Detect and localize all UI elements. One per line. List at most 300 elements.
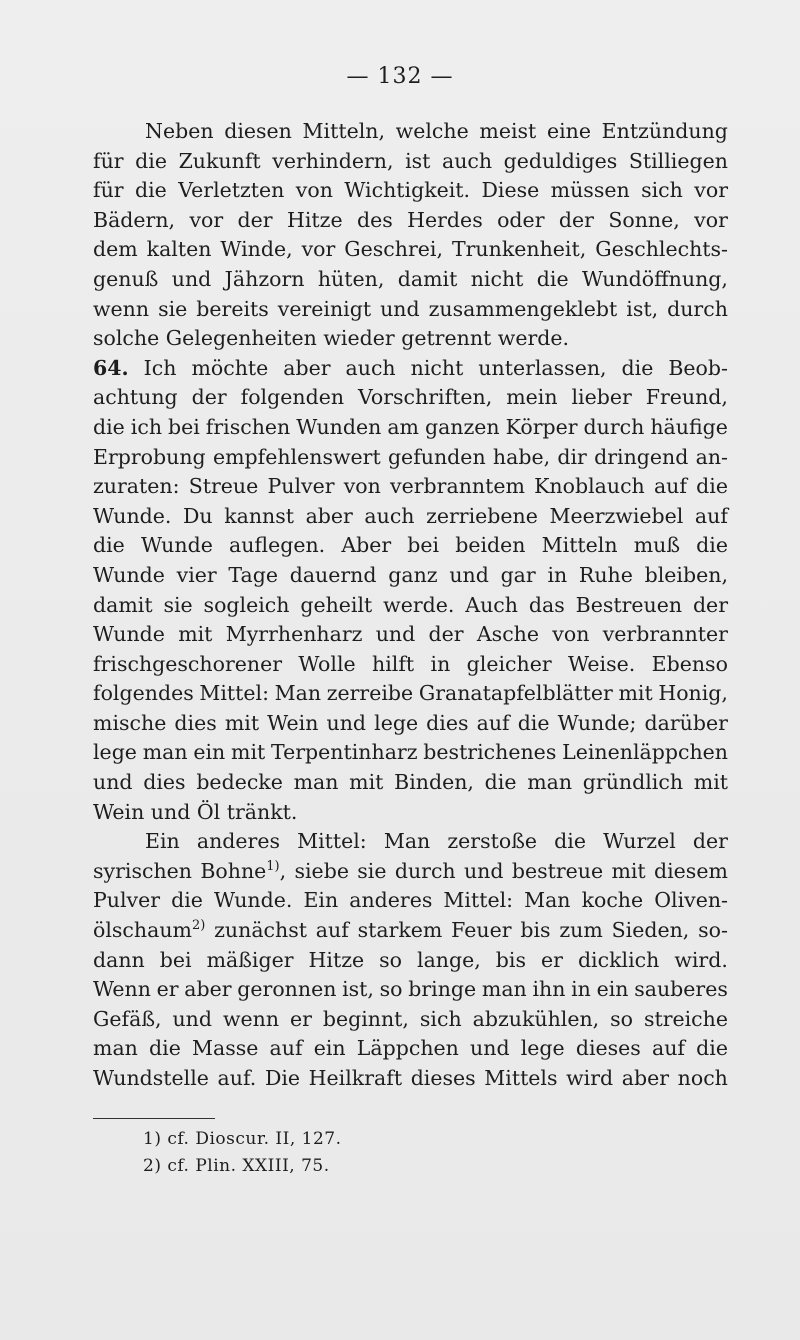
- word: frischgeschorener: [93, 651, 283, 676]
- word: der: [237, 207, 273, 232]
- word: Bestreuen: [575, 592, 683, 617]
- word: Mittels: [484, 1066, 558, 1090]
- word: Bädern,: [93, 207, 176, 232]
- word: Heilkraft: [308, 1066, 403, 1090]
- text-line: [93, 295, 728, 325]
- word: die: [93, 414, 125, 439]
- text-line: [93, 265, 728, 295]
- word: vor: [694, 178, 728, 203]
- word: auf: [653, 474, 687, 499]
- word: Körper: [505, 414, 578, 439]
- word: Winde,: [220, 237, 293, 262]
- word: Leinenläppchen: [562, 740, 728, 765]
- text-line: [93, 1064, 728, 1094]
- text-line: [93, 738, 728, 768]
- word: von: [295, 178, 333, 203]
- word: ganz: [388, 562, 438, 587]
- word: und: [380, 296, 420, 321]
- word: auch: [364, 503, 415, 528]
- word: auflegen.: [228, 533, 326, 558]
- word: so: [379, 947, 403, 972]
- word: Ebenso: [651, 651, 728, 676]
- word: Wenn: [93, 977, 151, 1002]
- word: siebe: [294, 858, 349, 883]
- word: Ruhe: [578, 562, 633, 587]
- word: zerstoße: [447, 829, 538, 854]
- word: Pulver: [267, 474, 335, 499]
- word: lege: [374, 710, 419, 735]
- text-line: [93, 561, 728, 591]
- word: Sieden,: [611, 918, 690, 943]
- word: Mittel:: [199, 681, 269, 706]
- word: koche: [581, 888, 644, 913]
- word: auf: [651, 1036, 685, 1061]
- word: möchte: [191, 355, 269, 380]
- word: mit: [611, 858, 646, 883]
- word: Herdes: [407, 207, 483, 232]
- word: man: [93, 1036, 138, 1061]
- word: kalten: [146, 237, 212, 262]
- text-line-section-start: [93, 354, 728, 384]
- word: noch: [677, 1066, 728, 1090]
- word: müssen: [550, 178, 630, 203]
- word: dem: [93, 237, 138, 262]
- word: wird.: [674, 947, 728, 972]
- word: und: [470, 1036, 510, 1061]
- word: verbranntem: [390, 474, 525, 499]
- word: auf: [315, 918, 349, 943]
- word: Wunde.: [93, 503, 172, 528]
- word: bedecke: [196, 770, 283, 795]
- word: lange,: [417, 947, 481, 972]
- word: starkem: [357, 918, 443, 943]
- word: man: [481, 977, 527, 1002]
- word: Myrrhenharz: [225, 622, 363, 647]
- word: mit: [231, 740, 266, 765]
- word: bei: [159, 947, 192, 972]
- word: Stilliegen: [628, 148, 728, 173]
- word: Asche: [476, 622, 540, 647]
- word: darüber: [644, 710, 728, 735]
- word: ihn: [532, 977, 566, 1002]
- word: ein: [193, 740, 226, 765]
- text-line: [93, 827, 728, 857]
- word: von: [552, 622, 590, 647]
- text-line: [93, 413, 728, 443]
- word: die: [93, 533, 125, 558]
- text-line: [93, 383, 728, 413]
- word: man: [527, 770, 573, 795]
- word: mit: [618, 681, 653, 706]
- word: der: [191, 385, 227, 410]
- text-line: [93, 946, 728, 976]
- text-line: [93, 975, 728, 1005]
- word: vor: [301, 237, 336, 262]
- word: Wolle: [298, 651, 356, 676]
- text-line: [93, 1034, 728, 1064]
- word: Freund,: [645, 385, 728, 410]
- word: werde.: [383, 592, 455, 617]
- word: mit: [693, 770, 728, 795]
- word: Pulver: [93, 888, 161, 913]
- word: durch: [583, 414, 645, 439]
- word: Du: [182, 503, 213, 528]
- text-line: [93, 443, 728, 473]
- word: an-: [695, 444, 728, 469]
- word: dieses: [410, 1066, 476, 1090]
- word: auf: [694, 503, 728, 528]
- word: das: [528, 592, 565, 617]
- text-line: [93, 591, 728, 621]
- word: dicklich: [577, 947, 660, 972]
- text-line: Wein und Öl tränkt.: [93, 799, 298, 824]
- footnote-marker: 1): [266, 859, 280, 875]
- word: vier: [176, 562, 217, 587]
- word: Streue: [188, 474, 259, 499]
- word: zunächst: [214, 918, 307, 943]
- word: in: [547, 562, 568, 587]
- text-line: [93, 709, 728, 739]
- word: ist,: [342, 977, 374, 1002]
- footnote-marker: 2): [191, 918, 206, 934]
- word: die: [135, 178, 167, 203]
- word: Diese: [481, 178, 540, 203]
- word: beginnt,: [322, 1006, 409, 1031]
- word: die: [149, 1036, 181, 1061]
- word: gründlich: [582, 770, 684, 795]
- text-line: [93, 117, 728, 147]
- word: genuß: [93, 266, 159, 291]
- word: mit: [178, 622, 213, 647]
- word: die: [135, 148, 167, 173]
- word: wird: [566, 1066, 614, 1090]
- text-line-with-footnote: [93, 857, 728, 887]
- word: sie: [163, 592, 193, 617]
- word: Knoblauch: [534, 474, 645, 499]
- word: so: [379, 977, 403, 1002]
- word: Aber: [341, 533, 392, 558]
- word: Wunde: [140, 533, 213, 558]
- word: zum: [559, 918, 603, 943]
- word: die: [696, 474, 728, 499]
- word: Zukunft: [178, 148, 261, 173]
- word: lege: [93, 740, 137, 765]
- word: mische: [93, 710, 167, 735]
- word: auch: [441, 148, 493, 173]
- word: geronnen: [237, 977, 337, 1002]
- word: für: [93, 148, 124, 173]
- word: für: [93, 178, 124, 203]
- word: sie: [158, 296, 188, 321]
- word: Hitze: [308, 947, 365, 972]
- word: Läppchen: [356, 1036, 459, 1061]
- text-line: [93, 886, 728, 916]
- word: ganzen: [424, 414, 500, 439]
- word: sich: [641, 178, 683, 203]
- word: sich: [419, 1006, 462, 1031]
- word: kannst: [224, 503, 294, 528]
- text-line: [93, 472, 728, 502]
- word: ist,: [626, 296, 659, 321]
- word: aber: [305, 503, 353, 528]
- word: Beob-: [668, 355, 728, 380]
- word: dauernd: [289, 562, 377, 587]
- word: gleicher: [466, 651, 552, 676]
- word: unterlassen,: [478, 355, 607, 380]
- footnote-1: 1) cf. Dioscur. II, 127.: [143, 1129, 342, 1149]
- word: hilft: [372, 651, 415, 676]
- word: bleiben,: [644, 562, 728, 587]
- body-text: [93, 117, 728, 1094]
- word: geduldiges: [503, 148, 618, 173]
- word: Granatapfelblätter: [418, 681, 613, 706]
- word: habe,: [492, 444, 551, 469]
- word: abzukühlen,: [472, 1006, 600, 1031]
- word: und: [93, 770, 133, 795]
- word: ein: [596, 977, 629, 1002]
- word: Die: [264, 1066, 301, 1090]
- word: Feuer: [451, 918, 512, 943]
- word: die: [696, 533, 728, 558]
- word: durch: [394, 858, 456, 883]
- word: frischen: [205, 414, 291, 439]
- word: auf: [476, 710, 510, 735]
- word: Trunkenheit,: [451, 237, 587, 262]
- word: ölschaum$^{2)}$: [93, 918, 206, 943]
- text-line: [93, 768, 728, 798]
- word: Gefäß,: [93, 1006, 162, 1031]
- word: empfehlenswert: [212, 444, 381, 469]
- word: bestreue: [511, 858, 604, 883]
- word: wenn: [222, 1006, 280, 1031]
- word: diesen: [224, 119, 292, 143]
- word: Wunden: [296, 414, 382, 439]
- text-line-with-footnote: [93, 916, 728, 946]
- word: verhindern,: [272, 148, 394, 173]
- text-line: [93, 531, 728, 561]
- word: bei: [407, 533, 440, 558]
- word: und: [449, 562, 489, 587]
- word: ein: [313, 1036, 346, 1061]
- word: häufige: [650, 414, 728, 439]
- word: welche: [395, 119, 469, 143]
- word: dies: [426, 710, 469, 735]
- word: Vorschriften,: [357, 385, 493, 410]
- word: die: [484, 770, 517, 795]
- word: bis: [495, 947, 526, 972]
- word: Man: [274, 681, 322, 706]
- word: Wunde: [93, 622, 165, 647]
- word: bestrichenes: [423, 740, 557, 765]
- word: Hitze: [286, 207, 343, 232]
- word: Wichtigkeit.: [344, 178, 471, 203]
- word: Masse: [192, 1036, 259, 1061]
- word: die: [554, 829, 586, 854]
- word: die: [517, 710, 550, 735]
- word: und: [463, 858, 504, 883]
- word: Erprobung: [93, 444, 206, 469]
- footnotes: [143, 1126, 342, 1180]
- word: Binden,: [394, 770, 474, 795]
- word: ist: [405, 148, 431, 173]
- word: er: [156, 977, 179, 1002]
- page-number: — 132 —: [346, 64, 454, 89]
- word: beiden: [455, 533, 526, 558]
- word: Geschlechts-: [595, 237, 728, 262]
- word: damit: [93, 592, 153, 617]
- word: die: [621, 355, 654, 380]
- word: die: [696, 1036, 728, 1061]
- word: bereits: [196, 296, 269, 321]
- word: der: [558, 207, 594, 232]
- word: und: [326, 710, 367, 735]
- word: Bohne$^{1)}$,: [200, 858, 287, 883]
- word: lieber: [571, 385, 632, 410]
- section-number: 64.: [93, 355, 129, 380]
- word: meist: [479, 119, 537, 143]
- word: Jähzorn: [224, 266, 305, 291]
- word: Verletzten: [178, 178, 285, 203]
- word: Mitteln,: [302, 119, 385, 143]
- word: Wunde.: [213, 888, 293, 913]
- word: damit: [397, 266, 458, 291]
- word: in: [571, 977, 591, 1002]
- word: gefunden: [387, 444, 486, 469]
- word: am: [387, 414, 419, 439]
- word: der: [692, 829, 728, 854]
- word: Terpentinharz: [271, 740, 418, 765]
- word: ich: [130, 414, 163, 439]
- word: oder: [497, 207, 545, 232]
- word: er: [289, 1006, 312, 1031]
- text-line: [93, 1005, 728, 1035]
- word: gar: [500, 562, 536, 587]
- word: folgenden: [240, 385, 345, 410]
- text-line: solche Gelegenheiten wieder getrennt werde.: [93, 326, 570, 351]
- word: folgendes: [93, 681, 194, 706]
- word: achtung: [93, 385, 178, 410]
- footnote-divider: [93, 1118, 215, 1119]
- word: anderes: [196, 829, 280, 854]
- word: Mitteln: [541, 533, 618, 558]
- word: Sonne,: [608, 207, 680, 232]
- word: und: [375, 622, 416, 647]
- word: Ein: [303, 888, 339, 913]
- word: Neben: [145, 119, 214, 143]
- word: man: [142, 740, 188, 765]
- word: dies: [174, 710, 217, 735]
- word: vor: [189, 207, 224, 232]
- word: mein: [506, 385, 558, 410]
- word: Wundstelle: [93, 1066, 209, 1090]
- word: dann: [93, 947, 145, 972]
- word: Weise.: [568, 651, 636, 676]
- word: die: [171, 888, 203, 913]
- word: bis: [520, 918, 551, 943]
- word: zerriebene: [426, 503, 538, 528]
- word: mäßiger: [206, 947, 294, 972]
- word: mit: [349, 770, 384, 795]
- word: Man: [383, 829, 431, 854]
- word: durch: [667, 296, 728, 321]
- word: Geschrei,: [344, 237, 443, 262]
- word: Entzündung: [601, 119, 728, 143]
- word: man: [293, 770, 339, 795]
- word: Auch: [465, 592, 518, 617]
- word: auf: [269, 1036, 303, 1061]
- word: Wunde;: [557, 710, 637, 735]
- text-line: [93, 620, 728, 650]
- word: nicht: [410, 355, 464, 380]
- word: so: [610, 1006, 633, 1031]
- word: dir: [557, 444, 587, 469]
- word: streiche: [643, 1006, 728, 1031]
- word: aber: [621, 1066, 670, 1090]
- word: syrischen: [93, 858, 192, 883]
- footnote-2: 2) cf. Plin. XXIII, 75.: [143, 1156, 330, 1176]
- word: Wundöffnung,: [582, 266, 728, 291]
- word: der: [428, 622, 464, 647]
- word: dringend: [594, 444, 689, 469]
- word: und: [172, 1006, 212, 1031]
- word: sie: [357, 858, 387, 883]
- word: und: [171, 266, 212, 291]
- word: zusammengeklebt: [428, 296, 618, 321]
- word: dies: [143, 770, 186, 795]
- word: des: [356, 207, 393, 232]
- word: wenn: [93, 296, 150, 321]
- word: Ich: [143, 355, 177, 380]
- word: bei: [168, 414, 200, 439]
- word: Wein: [267, 710, 319, 735]
- word: aber: [184, 977, 232, 1002]
- word: zuraten:: [93, 474, 180, 499]
- text-line: [93, 502, 728, 532]
- word: Mittel:: [443, 888, 514, 913]
- word: Wunde: [93, 562, 165, 587]
- word: der: [692, 592, 728, 617]
- word: dieses: [575, 1036, 641, 1061]
- word: Mittel:: [297, 829, 367, 854]
- word: Meerzwiebel: [549, 503, 684, 528]
- word: sauberes: [634, 977, 728, 1002]
- text-line: [93, 147, 728, 177]
- word: Wurzel: [603, 829, 676, 854]
- text-line: [93, 235, 728, 265]
- word: Honig,: [658, 681, 728, 706]
- word: Ein: [145, 829, 180, 854]
- word: von: [343, 474, 381, 499]
- word: mit: [224, 710, 260, 735]
- word: vereinigt: [277, 296, 372, 321]
- word: so-: [698, 918, 728, 943]
- word: er: [541, 947, 563, 972]
- word: bringe: [408, 977, 477, 1002]
- text-line: [93, 206, 728, 236]
- word: geheilt: [300, 592, 373, 617]
- word: die: [536, 266, 569, 291]
- word: Oliven-: [654, 888, 728, 913]
- word: hüten,: [317, 266, 385, 291]
- word: eine: [546, 119, 591, 143]
- word: auf.: [217, 1066, 257, 1090]
- word: anderes: [349, 888, 433, 913]
- word: zerreibe: [326, 681, 414, 706]
- word: verbrannter: [602, 622, 728, 647]
- word: in: [430, 651, 451, 676]
- word: muß: [633, 533, 681, 558]
- word: aber: [283, 355, 331, 380]
